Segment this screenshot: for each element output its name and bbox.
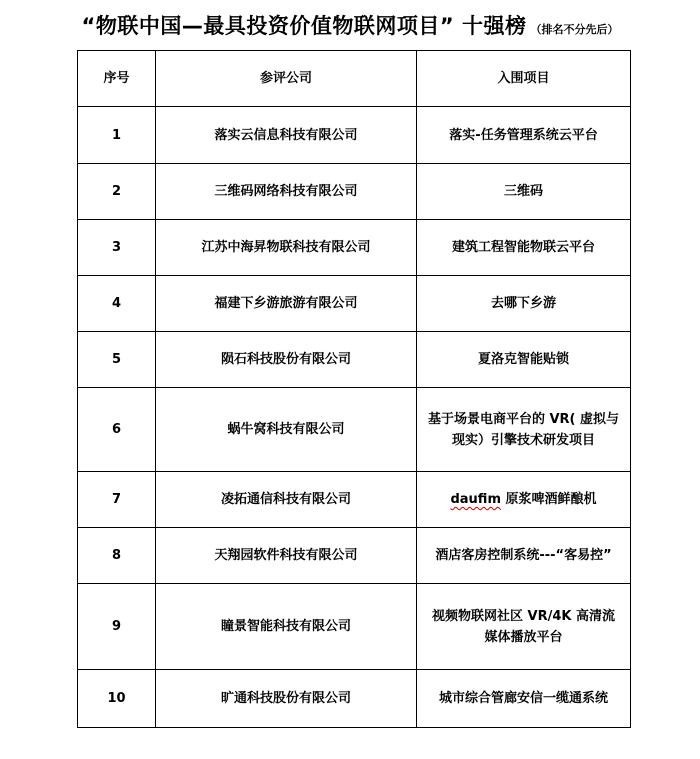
table-row [78,584,631,670]
table-row [78,276,631,332]
table-row [78,164,631,220]
row-project-rest: 原浆啤酒鲜酿机 [500,492,597,507]
row-number: 10 [78,670,156,728]
row-company: 蜗牛窝科技有限公司 [156,388,417,472]
ranking-note: （排名不分先后） [530,23,619,36]
spellcheck-word: daufim [450,492,501,507]
row-company: 江苏中海昇物联科技有限公司 [156,220,417,276]
row-project: 城市综合管廊安信一缆通系统 [417,670,631,728]
row-company: 凌拓通信科技有限公司 [156,472,417,528]
table-row [78,472,631,528]
row-number: 2 [78,164,156,220]
table-row [78,528,631,584]
row-project: 去哪下乡游 [417,276,631,332]
row-number: 7 [78,472,156,528]
table-row [78,388,631,472]
row-company: 瞳景智能科技有限公司 [156,584,417,670]
row-number: 6 [78,388,156,472]
row-company: 旷通科技股份有限公司 [156,670,417,728]
table-row [78,107,631,164]
header-company: 参评公司 [156,51,417,107]
row-project [417,584,631,670]
row-company: 三维码网络科技有限公司 [156,164,417,220]
header-project: 入围项目 [417,51,631,107]
row-project: 夏洛克智能贴锁 [417,332,631,388]
row-company: 陨石科技股份有限公司 [156,332,417,388]
row-number: 1 [78,107,156,164]
row-project [417,388,631,472]
ranking-table [77,50,631,728]
row-number: 4 [78,276,156,332]
row-project: 三维码 [417,164,631,220]
row-project-line: 视频物联网社区 VR/4K 高清流 [432,608,615,624]
row-number: 3 [78,220,156,276]
row-number: 5 [78,332,156,388]
row-project: 酒店客房控制系统---“客易控” [417,528,631,584]
page-title: “物联中国—最具投资价值物联网项目” 十强榜 [81,14,527,38]
row-project-line: 基于场景电商平台的 VR( 虚拟与 [427,411,620,427]
row-project: 落实-任务管理系统云平台 [417,107,631,164]
row-project-line: 现实）引擎技术研发项目 [451,432,595,448]
table-header-row [78,51,631,107]
row-company: 落实云信息科技有限公司 [156,107,417,164]
header-number: 序号 [78,51,156,107]
table-row [78,332,631,388]
row-company: 天翔园软件科技有限公司 [156,528,417,584]
row-company: 福建下乡游旅游有限公司 [156,276,417,332]
row-project [417,472,631,528]
table-row [78,670,631,728]
table-row [78,220,631,276]
row-number: 9 [78,584,156,670]
row-project-line: 媒体播放平台 [484,629,563,645]
page-title-block [0,10,700,40]
row-number: 8 [78,528,156,584]
row-project: 建筑工程智能物联云平台 [417,220,631,276]
